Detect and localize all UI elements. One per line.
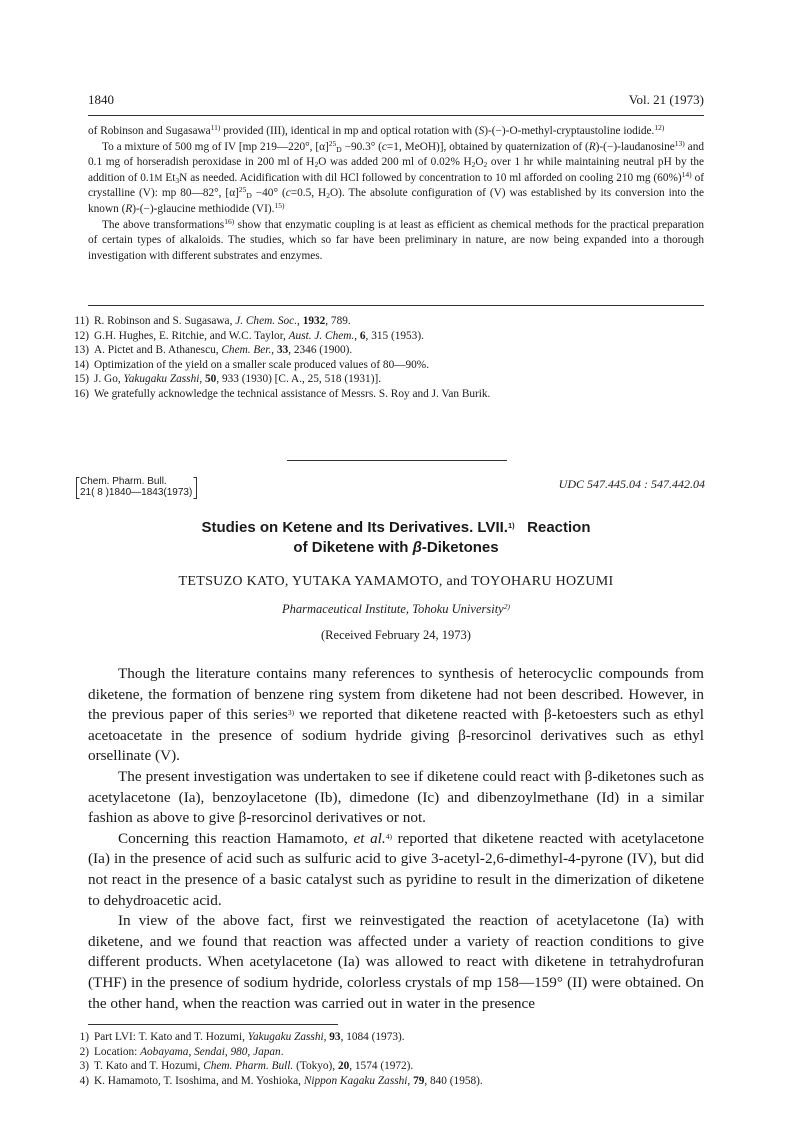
- right-bracket-icon: [193, 477, 197, 499]
- article-authors: TETSUZO KATO, YUTAKA YAMAMOTO, and TOYOHARU HOZUMI: [178, 574, 614, 589]
- footnote-rule-bottom: [88, 1024, 338, 1025]
- experimental-paragraph: To a mixture of 500 mg of IV [mp 219—220°, $[\alpha]^{25}_D -90.3^\circ$ (c=1, MeOH)], obtained by quaternization of (R)-(−)-laudanosine$^{13)}$ and 0.1 mg of horseradish peroxidase in 200 ml of $H_2O$ was added 200 ml of 0.02% $H_2O_2$ over 1 hr while maintaining neutral pH by the addition of 0.1M $Et_3N$ as needed. Acidification with dil HCl followed by concentration to 10 ml afforded on cooling 210 mg $(60\%)^{14)}$ of crystalline (V): mp 80—82°, $[\alpha]^{25}_D -40^\circ$ (c=0.5, $H_2O$). The absolute configuration of (V) was established by its conversion into the known (R)-(−)-glaucine methiodide (VI).$^{15)}$: [88, 138, 704, 215]
- header-rule: [88, 115, 704, 116]
- footnote: 15) J. Go, Yakugaku Zasshi, 50, 933 (1930) [C. A., 25, 518 (1931)].: [73, 373, 382, 386]
- footnotes-article: [70, 1030, 710, 1088]
- previous-article-text: [88, 124, 704, 264]
- volume-label: Vol. 21 (1973): [628, 92, 704, 107]
- footnote: 3) T. Kato and T. Hozumi, Chem. Pharm. Bull. (Tokyo), 20, 1574 (1972).: [79, 1060, 414, 1073]
- body-paragraph-4: In view of the above fact, first we reinvestigated the reaction of acetylacetone (Ia) with diketene, and we found that reaction was affected under a variety of reaction conditions to give different products. When acetylacetone (Ia) was allowed to react with diketene in tetrahydrofuran (THF) in the presence of sodium hydride, colorless crystals of mp 158—159° (II) were obtained. On the other hand, when the reaction was carried out in water in the presence: [88, 912, 704, 1012]
- footnotes-previous: [70, 314, 710, 402]
- footnote: 12) G.H. Hughes, E. Ritchie, and W.C. Taylor, Aust. J. Chem., 6, 315 (1953).: [73, 329, 424, 342]
- journal-name: Chem. Pharm. Bull.: [80, 476, 167, 487]
- journal-issue: 21( 8 )1840—1843(1973): [80, 487, 193, 498]
- journal-citation: [80, 476, 192, 498]
- footnote: 13) A. Pictet and B. Athanescu, Chem. Ber., 33, 2346 (1900).: [73, 344, 353, 357]
- body-paragraph-3: Concerning this reaction Hamamoto, et al.$^{4)}$ reported that diketene reacted with acetylacetone (Ia) in the presence of acid such as sulfuric acid to give 3-acetyl-2,6-dimethyl-4-pyrone (IV), but did not react in the presence of a basic catalyst such as pyridine to result in the dimerization of diketene to dehydroacetic acid.: [88, 829, 704, 909]
- footnote-rule-top: [88, 305, 704, 306]
- received-date: (Received February 24, 1973): [321, 628, 471, 642]
- body-paragraph-2: The present investigation was undertaken to see if diketene could react with β-diketones such as acetylacetone (Ia), benzoylacetone (Ib), dimedone (Ic) and dibenzoylmethane (Id) in a similar fashion as above to give β-resorcinol derivatives or not.: [88, 767, 704, 827]
- footnote: 14) Optimization of the yield on a smaller scale produced values of 80—90%.: [73, 358, 430, 371]
- article-affiliation: Pharmaceutical Institute, Tohoku University$^{2)}$: [282, 602, 510, 616]
- udc-code: UDC 547.445.04 : 547.442.04: [558, 477, 705, 491]
- footnote: 11) R. Robinson and S. Sugasawa, J. Chem. Soc., 1932, 789.: [74, 315, 351, 327]
- carryover-paragraph: of Robinson and Sugasawa$^{11)}$ provided (III), identical in mp and optical rotation with (S)-(−)-O-methyl-cryptaustoline iodide.$^{12)}$: [88, 123, 665, 137]
- article-body: [88, 664, 704, 1014]
- conclusion-paragraph: The above transformations$^{16)}$ show that enzymatic coupling is at least as efficient as chemical methods for the practical preparation of certain types of alkaloids. The studies, which so far have been preliminary in nature, are now being expanded into a thorough investigation with different substrates and enzymes.: [88, 216, 704, 262]
- body-paragraph-1: Though the literature contains many references to synthesis of heterocyclic compounds from diketene, the formation of benzene ring system from diketene had not been described. However, in the previous paper of this series$^{3)}$ we reported that diketene reacted with β-ketoesters such as ethyl acetoacetate in the presence of sodium hydride giving β-resorcinol derivatives such as ethyl orsellinate (V).: [88, 665, 704, 765]
- page-number: 1840: [88, 92, 114, 107]
- footnote: 2) Location: Aobayama, Sendai, 980, Japan.: [79, 1045, 284, 1058]
- left-bracket-icon: [76, 477, 80, 499]
- article-separator: [287, 460, 507, 461]
- article-title: Studies on Ketene and Its Derivatives. LVII.$^{1)}$ Reaction of Diketene with β-Diketones: [201, 519, 591, 556]
- footnote: 1) Part LVI: T. Kato and T. Hozumi, Yakugaku Zasshi, 93, 1084 (1973).: [79, 1031, 405, 1043]
- footnote: 4) K. Hamamoto, T. Isoshima, and M. Yoshioka, Nippon Kagaku Zasshi, 79, 840 (1958).: [79, 1074, 483, 1087]
- footnote: 16) We gratefully acknowledge the technical assistance of Messrs. S. Roy and J. Van Burik.: [73, 387, 491, 400]
